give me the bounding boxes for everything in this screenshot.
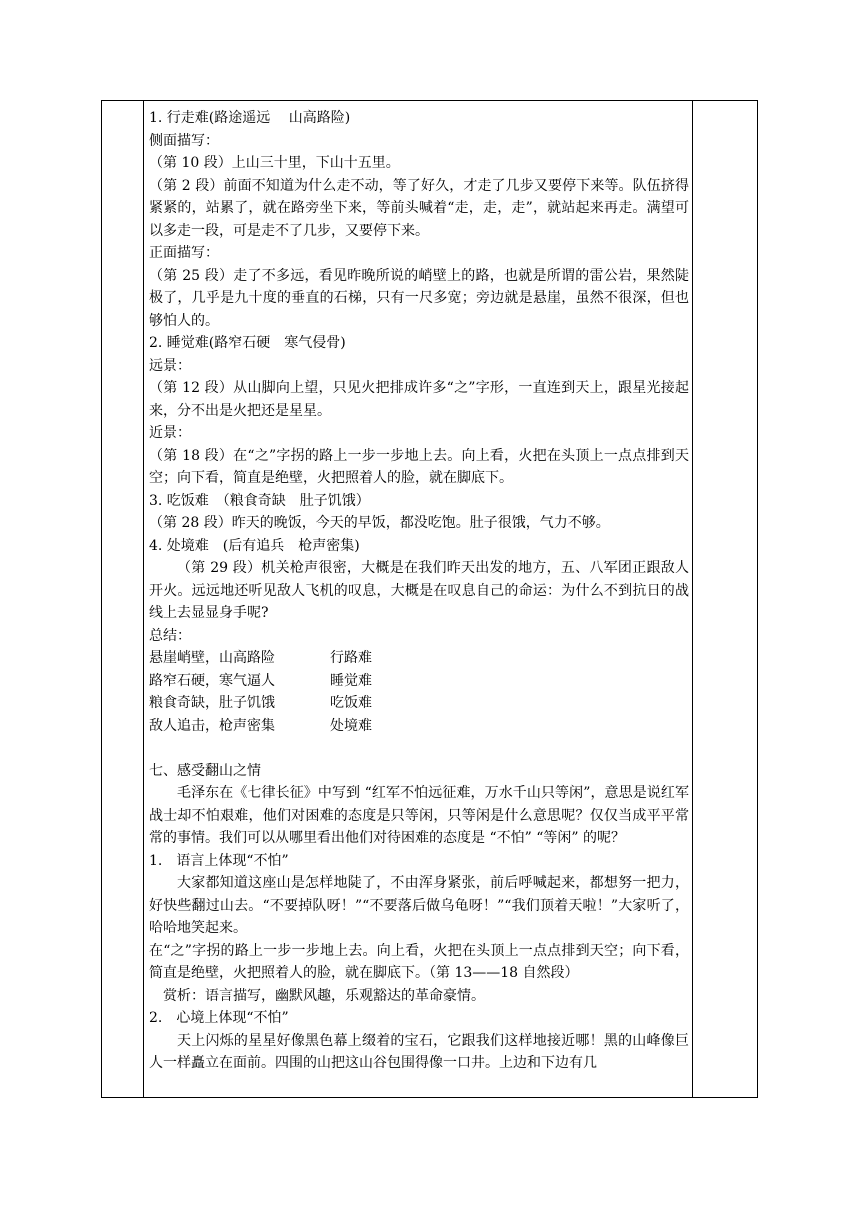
subheading-language: 1. 语言上体现“不怕” xyxy=(149,852,289,869)
appreciation-note: 赏析：语言描写，幽默风趣，乐观豁达的革命豪情。 xyxy=(163,987,485,1004)
summary-row-right: 睡觉难 xyxy=(330,672,372,689)
paragraph-29: （第 29 段）机关枪声很密，大概是在我们昨天出发的地方，五、八军团正跟敌人开火。远远地还听见敌人飞机的叹息，大概是在叹息自己的命运：为什么不到抗日的战线上去显显身手呢? xyxy=(149,560,689,621)
summary-row xyxy=(149,692,689,715)
section-title-walking: 1. 行走难(路途遥远 山高路险) xyxy=(149,110,351,126)
column-divider-right xyxy=(692,101,693,1097)
summary-row-right: 吃饭难 xyxy=(330,695,372,711)
paragraph-12: （第 12 段）从山脚向上望，只见火把排成许多“之”字形，一直连到天上，跟星光接起来，分不出是火把还是星星。 xyxy=(149,380,689,419)
paragraph-10: （第 10 段）上山三十里，下山十五里。 xyxy=(149,155,400,171)
summary-row-left: 悬崖峭壁，山高路险 xyxy=(149,650,275,666)
summary-row-right: 行路难 xyxy=(330,650,372,666)
summary-row-left: 敌人追击，枪声密集 xyxy=(149,717,275,734)
paragraph-18: （第 18 段）在“之”字拐的路上一步一步地上去。向上看，火把在头顶上一点点排到天空；向下看，简直是绝壁，火把照着人的脸，就在脚底下。 xyxy=(149,447,689,486)
summary-row-left: 粮食奇缺，肚子饥饿 xyxy=(149,695,275,711)
summary-row xyxy=(149,647,689,670)
summary-row xyxy=(149,715,689,738)
subheading-mood: 2. 心境上体现“不怕” xyxy=(149,1010,289,1026)
paragraph-2: （第 2 段）前面不知道为什么走不动，等了好久，才走了几步又要停下来等。队伍挤得紧紧的，站累了，就在路旁坐下来，等前头喊着“走，走，走”，就站起来再走。满望可以多走一段，可是走不了几步，又要停下来。 xyxy=(149,177,689,239)
paragraph-intro: 毛泽东在《七律长征》中写到 “红军不怕远征难，万水千山只等闲”，意思是说红军战士却不怕艰难，他们对困难的态度是只等闲，只等闲是什么意思呢？仅仅当成平平常常的事情。我们可以从哪里看出他们对待困难的态度是 “不怕” “等闲” 的呢？ xyxy=(149,785,689,846)
section-heading-seven: 七、感受翻山之情 xyxy=(149,762,261,779)
column-divider-left xyxy=(143,101,144,1097)
lesson-content-cell xyxy=(149,107,689,1075)
paragraph-25: （第 25 段）走了不多远，看见昨晚所说的峭壁上的路，也就是所谓的雷公岩，果然陡极了，几乎是九十度的垂直的石梯，只有一尺多宽；旁边就是悬崖，虽然不很深，但也够怕人的。 xyxy=(149,267,689,329)
summary-label: 总结： xyxy=(149,627,191,644)
summary-row-left: 路窄石硬，寒气逼人 xyxy=(149,672,275,689)
section-title-sleeping: 2. 睡觉难(路窄石硬 寒气侵骨) xyxy=(149,335,346,351)
summary-row-right: 处境难 xyxy=(330,717,372,734)
paragraph-language: 大家都知道这座山是怎样地陡了，不由浑身紧张，前后呼喊起来，都想努一把力，好快些翻过山去。“不要掉队呀！”“不要落后做乌龟呀！”“我们顶着天啦！”大家听了，哈哈地笑起来。 xyxy=(149,875,689,936)
paragraph-28: （第 28 段）昨天的晚饭，今天的早饭，都没吃饱。肚子很饿，气力不够。 xyxy=(149,515,610,531)
paragraph-language-quote: 在“之”字拐的路上一步一步地上去。向上看，火把在头顶上一点点排到天空；向下看，简直是绝壁，火把照着人的脸，就在脚底下。（第 13——18 自然段） xyxy=(149,942,689,981)
blank-line xyxy=(149,737,689,760)
label-far-view: 远景： xyxy=(149,357,191,374)
label-near-view: 近景： xyxy=(149,425,191,441)
paragraph-mood: 天上闪烁的星星好像黑色幕上缀着的宝石，它跟我们这样地接近哪！黑的山峰像巨人一样矗立在面前。四围的山把这山谷包围得像一口井。上边和下边有几 xyxy=(149,1032,689,1071)
lesson-table xyxy=(101,100,758,1098)
section-title-situation: 4. 处境难 (后有追兵 枪声密集) xyxy=(149,537,360,554)
section-title-eating: 3. 吃饭难 （粮食奇缺 肚子饥饿） xyxy=(149,492,370,509)
summary-row xyxy=(149,670,689,693)
label-side-description: 侧面描写： xyxy=(149,132,219,149)
label-front-description: 正面描写： xyxy=(149,245,219,261)
